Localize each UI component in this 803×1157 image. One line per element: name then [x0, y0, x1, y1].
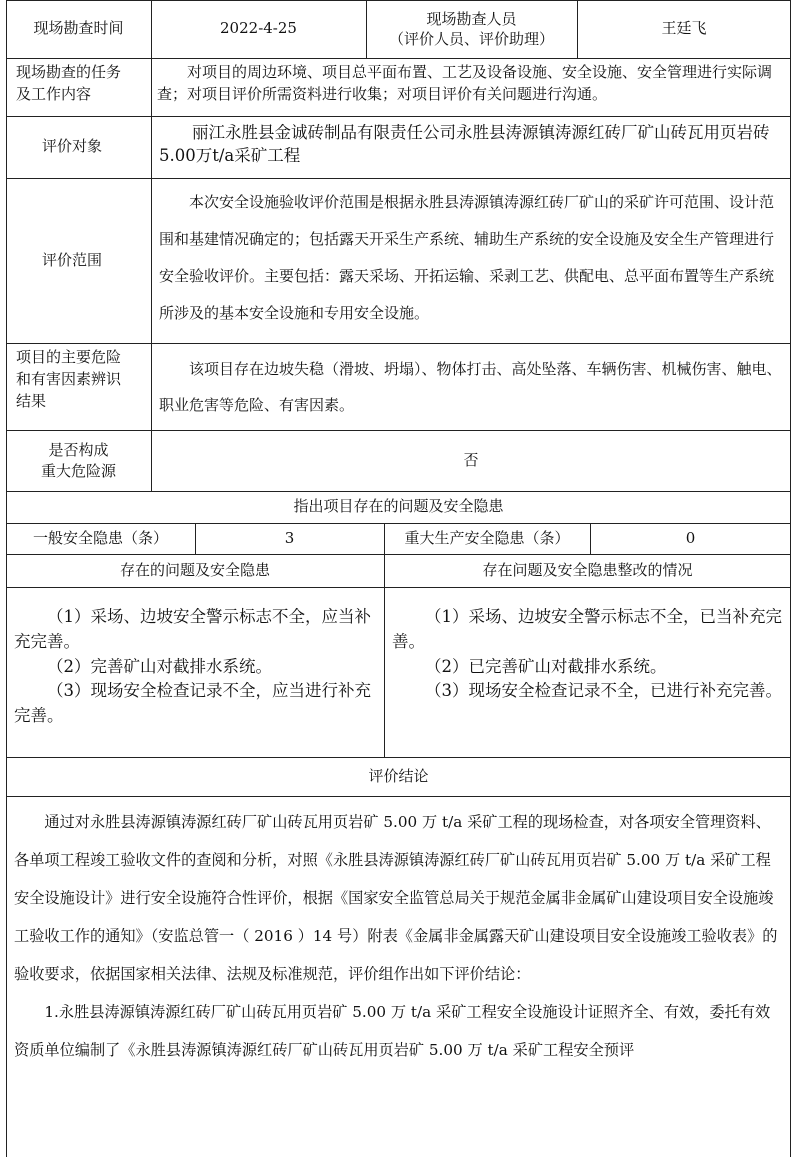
scope-content: 本次安全设施验收评价范围是根据永胜县涛源镇涛源红砖厂矿山的采矿许可范围、设计范围和基建情况确定的；包括露天开采生产系统、辅助生产系统的安全设施及安全生产管理进行安全验收评价。主要包括：露天采场、开拓运输、采剥工艺、供配电、总平面布置等生产系统所涉及的基本安全设施和专用安全设施。 — [159, 193, 775, 322]
task-content: 对项目的周边环境、项目总平面布置、工艺及设备设施、安全设施、安全管理进行实际调查；对项目评价所需资料进行收集；对项目评价有关问题进行沟通。 — [157, 63, 773, 103]
issues-right-list — [384, 587, 791, 757]
survey-staff-label — [366, 0, 577, 58]
survey-time-value: 2022-4-25 — [220, 19, 297, 38]
conclusion-title: 评价结论 — [368, 766, 429, 785]
major-hazard-label — [6, 430, 151, 491]
list-item: （2）已完善矿山对截排水系统。 — [425, 656, 667, 676]
scope-label: 评价范围 — [42, 250, 103, 269]
hazards-label-line3: 结果 — [16, 391, 47, 410]
hazards-label-line2: 和有害因素辨识 — [16, 369, 122, 388]
general-hazard-label: 一般安全隐患（条） — [32, 528, 168, 547]
list-item: （1）采场、边坡安全警示标志不全，应当补充完善。 — [14, 607, 371, 651]
survey-staff-label-line1: 现场勘查人员 — [426, 9, 517, 28]
major-hazard-count: 0 — [685, 528, 696, 547]
general-hazard-count: 3 — [284, 528, 295, 547]
issues-right-header: 存在问题及安全隐患整改的情况 — [482, 560, 693, 579]
survey-staff-value: 王廷飞 — [661, 19, 707, 38]
list-item: （2）完善矿山对截排水系统。 — [47, 656, 272, 676]
object-label: 评价对象 — [42, 137, 103, 156]
task-label — [6, 58, 151, 116]
survey-staff-label-line2: （评价人员、评价助理） — [388, 30, 554, 48]
conclusion-paragraph: 1.永胜县涛源镇涛源红砖厂矿山砖瓦用页岩矿 5.00 万 t/a 采矿工程安全设施设计证照齐全、有效，委托有效资质单位编制了《永胜县涛源镇涛源红砖厂矿山砖瓦用页岩矿 5.00 万 t/a 采矿工程安全预评 — [14, 1003, 771, 1059]
issues-section-title: 指出项目存在的问题及安全隐患 — [293, 497, 504, 516]
issues-left-header: 存在的问题及安全隐患 — [119, 560, 270, 579]
major-hazard-label-line2: 重大危险源 — [40, 461, 116, 480]
conclusion-body — [6, 796, 791, 1157]
task-label-line1: 现场勘查的任务 — [16, 63, 122, 81]
major-hazard-value: 否 — [463, 450, 479, 469]
list-item: （3）现场安全检查记录不全，应当进行补充完善。 — [14, 681, 371, 725]
object-content: 丽江永胜县金诚砖制品有限责任公司永胜县涛源镇涛源红砖厂矿山砖瓦用页岩砖5.00万t/a采矿工程 — [159, 123, 770, 166]
conclusion-paragraph: 通过对永胜县涛源镇涛源红砖厂矿山砖瓦用页岩矿 5.00 万 t/a 采矿工程的现场检查，对各项安全管理资料、各单项工程竣工验收文件的查阅和分析，对照《永胜县涛源镇涛源红砖厂矿山砖瓦用页岩矿 5.00 万 t/a 采矿工程安全设施设计》进行安全设施符合性评价，根据《国家安全监管总局关于规范金属非金属矿山建设项目安全设施竣工验收工作的通知》（安监总管一（ 2016 ）14 号）附表《金属非金属露天矿山建设项目安全设施竣工验收表》的验收要求，依据国家相关法律、法规及标准规范，评价组作出如下评价结论： — [14, 813, 778, 983]
list-item: （3）现场安全检查记录不全，已进行补充完善。 — [425, 681, 782, 701]
hazards-label-line1: 项目的主要危险 — [16, 348, 122, 366]
hazards-content: 该项目存在边坡失稳（滑坡、坍塌）、物体打击、高处坠落、车辆伤害、机械伤害、触电、职业危害等危险、有害因素。 — [159, 360, 782, 414]
survey-time-label: 现场勘查时间 — [33, 19, 124, 38]
major-hazard-count-label: 重大生产安全隐患（条） — [404, 528, 570, 547]
issues-left-list — [6, 587, 384, 757]
hazards-label — [6, 343, 151, 430]
major-hazard-label-line1: 是否构成 — [48, 440, 109, 459]
list-item: （1）采场、边坡安全警示标志不全，已当补充完善。 — [392, 607, 782, 651]
task-label-line2: 及工作内容 — [16, 84, 92, 103]
